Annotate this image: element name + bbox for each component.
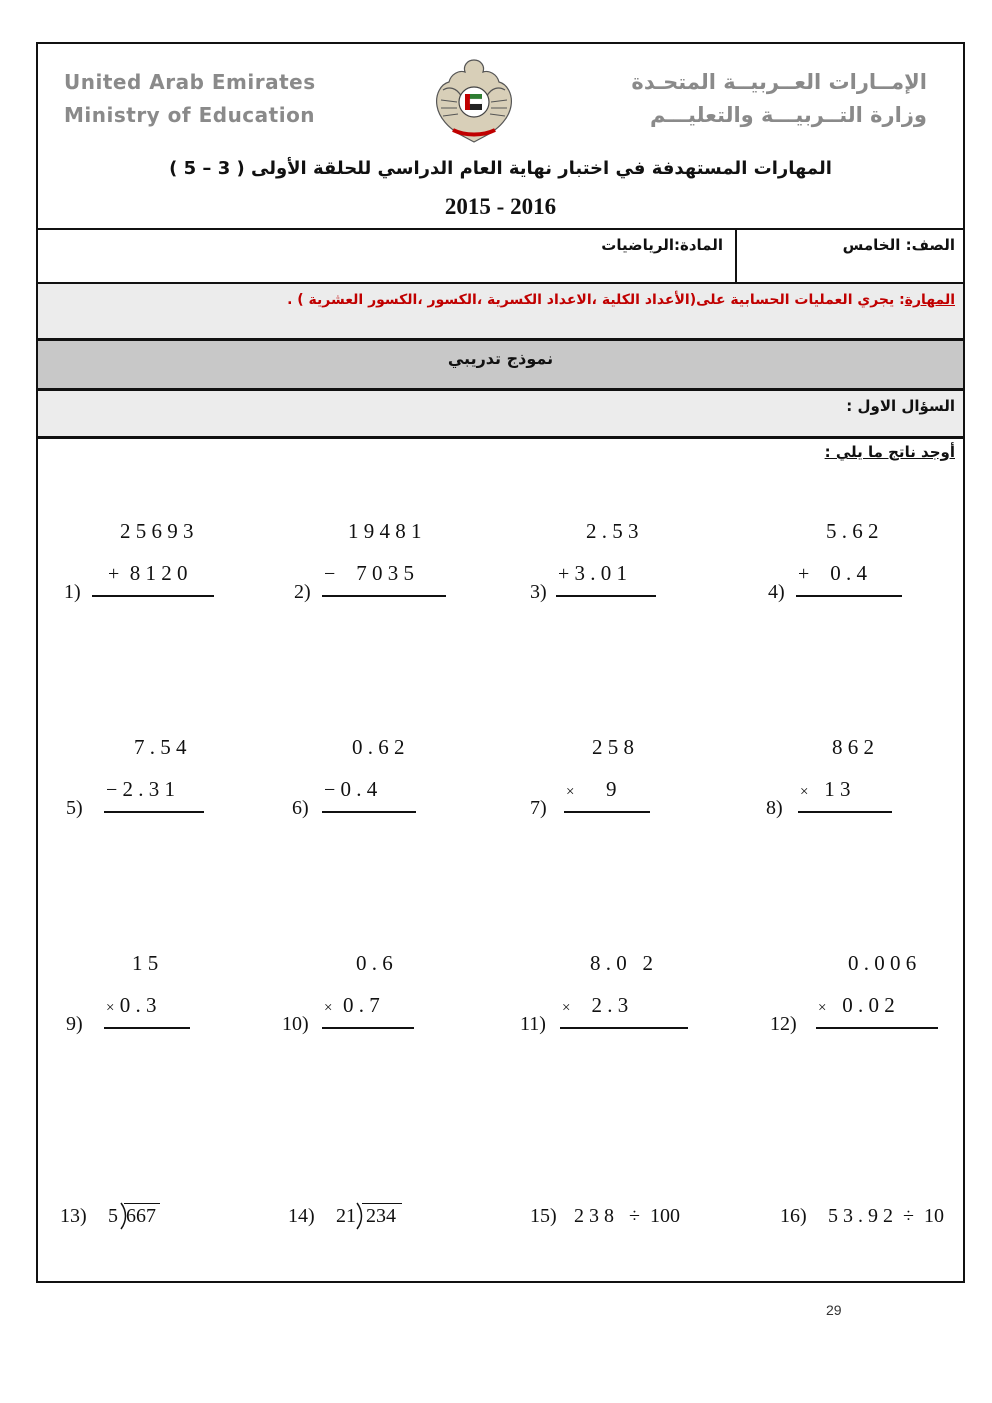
answer-line[interactable] [104, 1027, 190, 1029]
info-row [38, 228, 963, 282]
division-expression: 2 3 8 ÷ 100 [574, 1205, 680, 1227]
operand: 0 . 7 [342, 993, 380, 1017]
problem-number: 8) [766, 797, 783, 819]
problem-number: 2) [294, 581, 311, 603]
answer-line[interactable] [322, 595, 446, 597]
problem-top-number: 2 . 5 3 [586, 519, 639, 543]
operator: − [106, 779, 118, 801]
problem-number: 9) [66, 1013, 83, 1035]
question-row [38, 388, 963, 438]
problem-top-number: 0 . 0 0 6 [848, 951, 917, 975]
problem-top-number: 1 5 [132, 951, 159, 975]
problem-top-number: 7 . 5 4 [134, 735, 187, 759]
operator: − [324, 779, 336, 801]
country-name-ar: الإمــارات العــربيــة المتحـدة [631, 70, 927, 94]
problem-bottom-number [108, 561, 188, 586]
problem-bottom-number [566, 777, 616, 802]
problem-number: 16) [780, 1205, 807, 1227]
skill-text: : يجري العمليات الحسابية على(الأعداد الكلية ،الاعداد الكسرية ،الكسور ،الكسور العشرية ) . [287, 292, 905, 308]
problem-number: 11) [520, 1013, 546, 1035]
answer-line[interactable] [816, 1027, 938, 1029]
operand: 0 . 0 2 [842, 993, 895, 1017]
model-row [38, 338, 963, 388]
operator: × [562, 1000, 571, 1016]
question-body [38, 436, 963, 1281]
problem-bottom-number [106, 993, 156, 1018]
operator: × [818, 1000, 827, 1016]
problem-number: 10) [282, 1013, 309, 1035]
problem-top-number: 8 6 2 [832, 735, 874, 759]
problem-bottom-number [798, 561, 867, 586]
problem-number: 5) [66, 797, 83, 819]
problem-top-number: 0 . 6 [356, 951, 393, 975]
operator: × [324, 1000, 333, 1016]
answer-line[interactable] [92, 595, 214, 597]
operator: − [324, 563, 336, 585]
operator: + [558, 563, 570, 585]
worksheet-frame [36, 42, 965, 1283]
answer-line[interactable] [104, 811, 204, 813]
problem-number: 1) [64, 581, 81, 603]
operator: + [798, 563, 810, 585]
operand: 7 0 3 5 [356, 561, 415, 585]
answer-line[interactable] [322, 811, 416, 813]
problem-number: 14) [288, 1205, 315, 1227]
problem-number: 7) [530, 797, 547, 819]
operand: 0 . 4 [340, 777, 378, 801]
operator: + [108, 563, 120, 585]
document-title: المهارات المستهدفة في اختبار نهاية العام الدراسي للحلقة الأولى ( 3 – 5 ) [169, 158, 832, 179]
division-bar [362, 1203, 402, 1204]
long-division-bracket-icon [354, 1201, 366, 1231]
problem-number: 6) [292, 797, 309, 819]
grade-label: الصف: الخامس [842, 236, 955, 254]
operand: 1 3 [824, 777, 851, 801]
page-number: 29 [826, 1302, 842, 1318]
dividend: 234 [366, 1205, 396, 1227]
dividend: 667 [126, 1205, 156, 1227]
problem-top-number: 0 . 6 2 [352, 735, 405, 759]
answer-line[interactable] [322, 1027, 414, 1029]
problem-number: 15) [530, 1205, 557, 1227]
problem-bottom-number [324, 993, 380, 1018]
page-header [38, 44, 963, 228]
answer-line[interactable] [556, 595, 656, 597]
operand: 9 [605, 777, 617, 801]
problem-top-number: 8 . 0 2 [590, 951, 653, 975]
problem-number: 3) [530, 581, 547, 603]
model-title: نموذج تدريبي [447, 349, 554, 368]
division-bar [124, 1203, 160, 1204]
answer-line[interactable] [564, 811, 650, 813]
operand: 0 . 4 [830, 561, 868, 585]
academic-year: 2015 - 2016 [444, 194, 557, 219]
problem-top-number: 1 9 4 8 1 [348, 519, 422, 543]
operand: 2 . 3 [591, 993, 629, 1017]
problem-top-number: 2 5 6 9 3 [120, 519, 194, 543]
problem-top-number: 2 5 8 [592, 735, 634, 759]
problem-number: 13) [60, 1205, 87, 1227]
operand: 0 . 3 [119, 993, 157, 1017]
problem-top-number: 5 . 6 2 [826, 519, 879, 543]
divisor: 5 [108, 1205, 118, 1227]
instruction-text: أوجد ناتج ما يلي : [824, 443, 955, 461]
subject-label: المادة:الرياضيات [601, 236, 723, 254]
country-name-en: United Arab Emirates [64, 70, 316, 94]
answer-line[interactable] [796, 595, 902, 597]
ministry-name-arabic [631, 66, 927, 132]
operand: 8 1 2 0 [129, 561, 188, 585]
problem-number: 4) [768, 581, 785, 603]
skill-statement [287, 292, 955, 308]
uae-emblem-icon [431, 56, 517, 146]
problem-bottom-number [324, 777, 377, 802]
problem-bottom-number [558, 561, 627, 586]
problem-bottom-number [324, 561, 414, 586]
problem-bottom-number [562, 993, 628, 1018]
operand: 3 . 0 1 [574, 561, 628, 585]
operand: 2 . 3 1 [122, 777, 176, 801]
divisor: 21 [336, 1205, 356, 1227]
problem-number: 12) [770, 1013, 797, 1035]
ministry-name-en: Ministry of Education [64, 103, 316, 127]
problem-bottom-number [106, 777, 175, 802]
division-expression: 5 3 . 9 2 ÷ 10 [828, 1205, 944, 1227]
problem-bottom-number [800, 777, 850, 802]
skill-row [38, 282, 963, 338]
operator: × [800, 784, 809, 800]
info-divider [735, 230, 737, 282]
answer-line[interactable] [560, 1027, 688, 1029]
ministry-name-ar: وزارة التــربيـــة والتعليـــم [650, 103, 927, 127]
ministry-name-english [64, 66, 316, 132]
question-title: السؤال الاول : [846, 397, 955, 415]
answer-line[interactable] [798, 811, 892, 813]
problem-bottom-number [818, 993, 895, 1018]
skill-label: المهارة [904, 292, 955, 308]
operator: × [106, 1000, 115, 1016]
operator: × [566, 784, 575, 800]
